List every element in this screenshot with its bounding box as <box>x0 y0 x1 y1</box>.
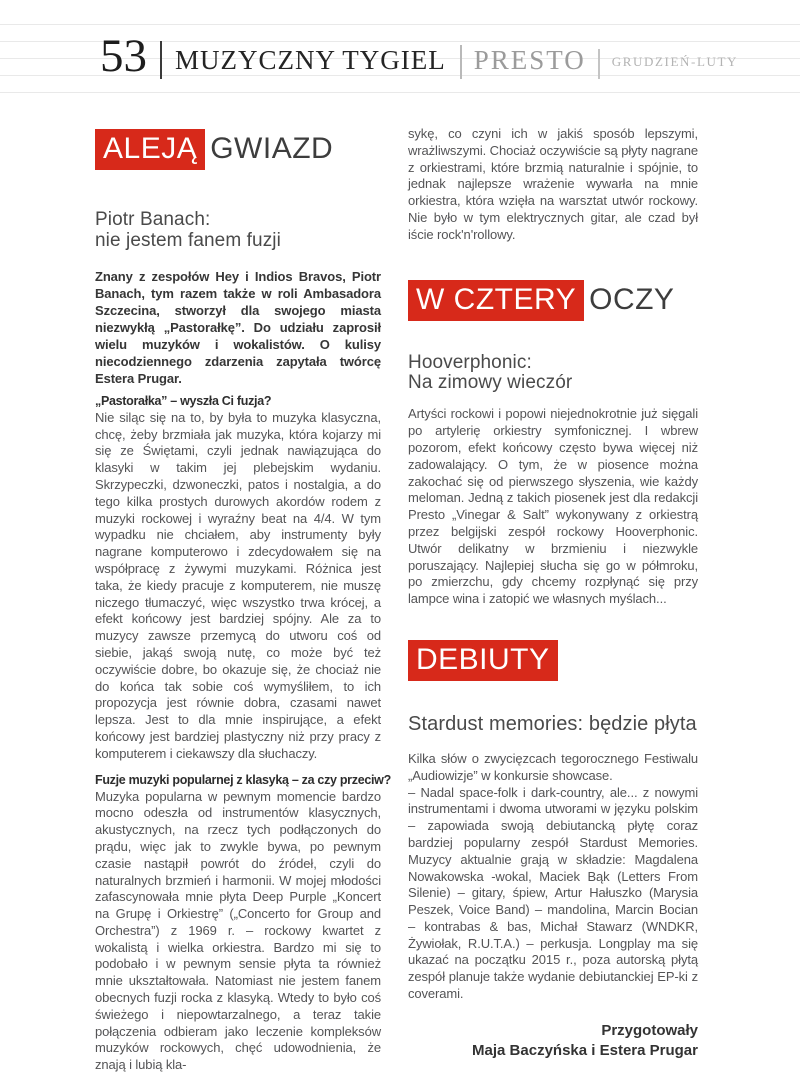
intro-paragraph: Znany z zespołów Hey i Indios Bravos, Piotr Banach, tym razem także w roli Ambasadora Szczecina, stworzył dla swojego miasta niezwykłą „Pastorałkę”. Do udziału zaprosił wielu muzyków i wokalistów. O kulisy niecodziennego zdarzenia zapytała twórcę Estera Prugar. <box>95 268 381 386</box>
interview-answer: Muzyka popularna w pewnym momencie bardzo mocno odeszła od instrumentów klasycznych, akustycznych, na rzecz tych podłączonych do prądu, więc jak to zwykle bywa, po pewnym czasie nastąpił powrót do źródeł, czyli do naturalnych brzmień i harmonii. W mojej młodości zafascynowała mnie płyta Deep Purple „Koncert na Grupę i Orkiestrę” („Concerto for Group and Orchestra”) z 1969 r. – rockowy kwartet z wokalistą i wielka orkiestra. Bardzo mi się to podobało i w pewnym sensie płyta ta również mnie ukształtowała. Natomiast nie jestem fanem obecnych fuzji rocka z klasyką. Wtedy to było coś świeżego i niepowtarzalnego, a teraz takie połączenia odbieram jako leczenie kompleksów muzyków rockowych, chęć udowodnienia, że znają i lubią kla- <box>95 788 381 1073</box>
credits-line: Przygotowały <box>601 1021 698 1039</box>
subtitle-line: Na zimowy wieczór <box>408 372 573 394</box>
kicker-highlight: W CZTERY <box>408 280 584 321</box>
section-heading-aleja-gwiazd <box>95 129 381 170</box>
staff-line <box>0 92 800 93</box>
kicker-rest: OCZY <box>589 282 675 316</box>
right-column <box>408 126 698 1061</box>
interview-answer: Nie siląc się na to, by była to muzyka klasyczna, chcę, żeby brzmiała jak muzyka, która kojarzy mi się ze Świętami, czyli jednak nawiązująca do klasyki w takim jej plebejskim wydaniu. Skrzypeczki, dzwoneczki, patos i nostalgia, a do tego kilka prostych durowych akordów rodem z muzyki rockowej i wyraźny beat na 4/4. W tym wypadku nie chciałem, aby instrumenty były nagrane komputerowo i zdecydowałem się na współpracę z żywymi muzykami. Różnica jest taka, że kiedy pracuje z komputerem, nie muszę niczego tłumaczyć, więc wszystko trwa krócej, a efekt końcowy jest bardziej spójny. Ale za to muzycy zawsze przemycą do utworu coś od siebie, jakąś swoją nutę, co może być też oczywiście dobre, bo okazuje się, że chociaż nie do końca tak sobie coś wymyśliłem, to ich propozycja jest równie dobra, czasami nawet lepsza. Jest to dla mnie inspirujące, a efekt końcowy jest bardziej plastyczny niż przy pracy z komputerem i ciekawszy dla słuchaczy. <box>95 409 381 761</box>
kicker-highlight: ALEJĄ <box>95 129 205 170</box>
staff-line <box>0 24 800 25</box>
section-heading-w-cztery-oczy <box>408 280 698 321</box>
kicker-highlight: DEBIUTY <box>408 640 558 681</box>
issue-date: GRUDZIEŃ-LUTY <box>611 53 739 69</box>
subtitle-line: nie jestem fanem fuzji <box>95 229 281 251</box>
article-body: Artyści rockowi i popowi niejednokrotnie już sięgali po artylerię orkiestry symfonicznej. I wbrew pozorom, efekt końcowy często bywa więcej niż zadowalający. O tym, że w piosence można zakochać się od pierwszego słyszenia, wie każdy meloman. Jedną z takich piosenek jest dla redakcji Presto „Vinegar & Salt” wykonywany z orkiestrą przez belgijski zespół rockowy Hooverphonic. Utwór delikatny w brzmieniu i niezwykle poruszający. Najlepiej słucha się go w półmroku, po zmierzchu, gdy chcemy rozpłynąć się przy lampce wina i zatopić we własnych myślach... <box>408 406 698 607</box>
article-lead: Kilka słów o zwycięzcach tegorocznego Festiwalu „Audiowizje” w konkursie showcase. <box>408 750 698 783</box>
section-title: MUZYCZNY TYGIEL <box>175 44 446 75</box>
interview-question: „Pastorałka” – wyszła Ci fuzja? <box>95 393 272 408</box>
interview-answer-continuation: sykę, co czyni ich w jakiś sposób lepszymi, wrażliwszymi. Chociaż oczywiście są płyty nagrane z orkiestrami, które brzmią naturalnie i spójnie, to jednak najlepsze wrażenie wywarła na mnie orkiestra, która wzięła na warsztat utwór rockowy. Nie było w tym elektrycznych gitar, ale czad był iście rock'n'rollowy. <box>408 126 698 242</box>
magazine-title: PRESTO <box>473 44 586 75</box>
page-number: 53 <box>100 30 147 82</box>
section-heading-debiuty <box>408 640 698 681</box>
kicker-rest: GWIAZD <box>210 132 334 165</box>
subtitle-line: Piotr Banach: <box>95 209 211 230</box>
page-header <box>100 30 760 82</box>
interview-question: Fuzje muzyki popularnej z klasyką – za czy przeciw? <box>95 772 391 787</box>
header-divider <box>598 49 600 79</box>
subtitle-line: Hooverphonic: <box>408 351 532 373</box>
article-subtitle-stardust <box>408 713 698 735</box>
article-body: – Nadal space-folk i dark-country, ale... z nowymi instrumentami i dwoma utworami w języku polskim – zapowiada swoją debiutancką płytę coraz bardziej popularny zespół Stardust Memories. Muzycy aktualnie grają w składzie: Magdalena Nowakowska -wokal, Maciek Bąk (Letters From Silenie) – gitary, śpiew, Artur Hałuszko (Marysia Peszek, Voice Band) – mandolina, Marcin Bocian – kontrabas & bas, Michał Stawarz (WNDKR, Żywiołak, R.U.T.A.) – perkusja. Longplay ma się ukazać na początku 2015 r., poza autorską płytą zespół planuje także wydanie debiutanckiej EP-ki z coverami. <box>408 784 698 1002</box>
left-column <box>95 129 391 1074</box>
subtitle-line: Stardust memories: będzie płyta <box>408 712 697 735</box>
header-divider <box>160 41 162 79</box>
article-subtitle-hooverphonic <box>408 353 698 395</box>
article-subtitle-piotr-banach <box>95 210 381 252</box>
credits-line: Maja Baczyńska i Estera Prugar <box>472 1042 698 1060</box>
header-divider <box>460 45 462 79</box>
